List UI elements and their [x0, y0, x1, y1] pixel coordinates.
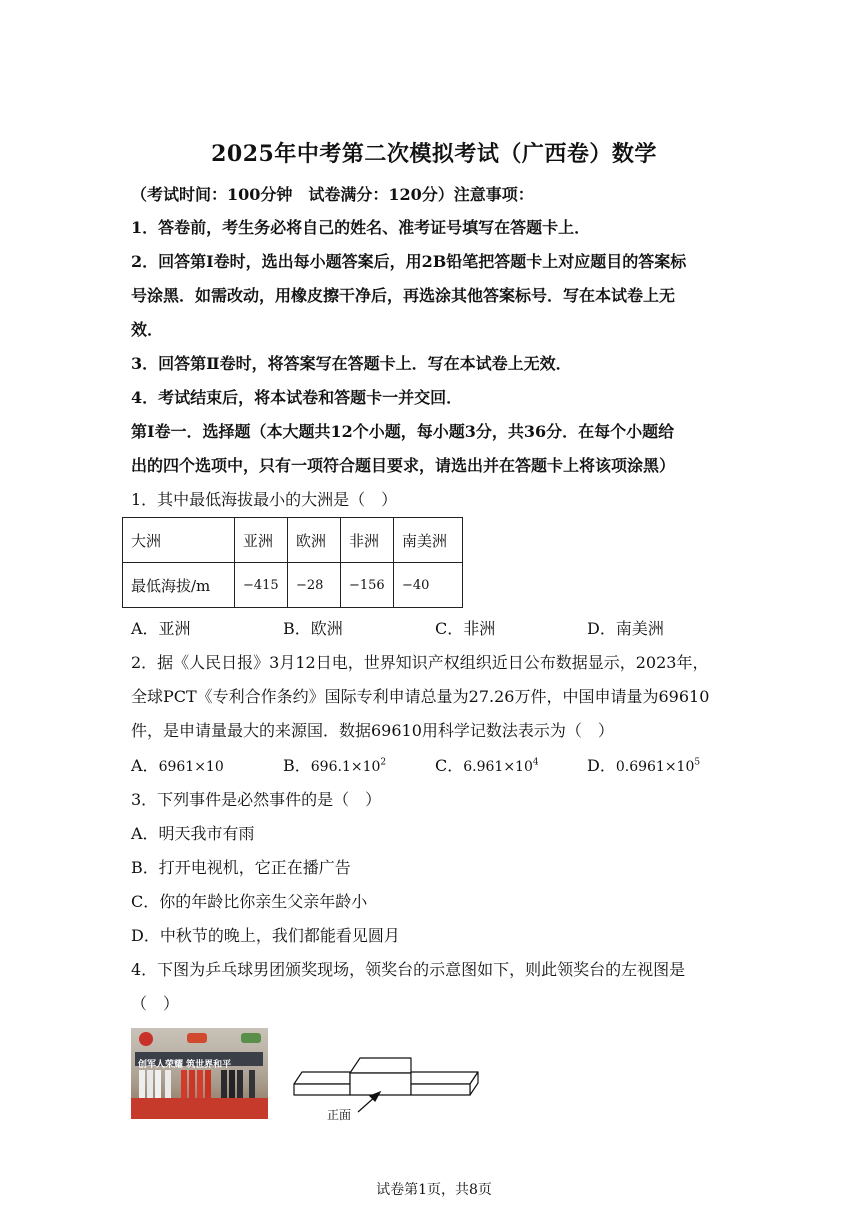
note-2-line-3: 效．: [131, 320, 164, 339]
q3-option-a: A．明天我市有雨: [131, 824, 255, 843]
athlete-figure: [139, 1070, 145, 1100]
exam-info: （考试时间：100分钟 试卷满分：120分）注意事项：: [131, 185, 534, 204]
athlete-figure: [165, 1070, 171, 1100]
option-value: 6961×10: [158, 759, 224, 775]
table-cell: −28: [288, 563, 341, 608]
table-row: [123, 563, 463, 608]
emblem-icon: [139, 1032, 153, 1046]
table-cell: 欧洲: [288, 518, 341, 563]
table-cell: −40: [394, 563, 463, 608]
option-label: A．: [131, 756, 159, 775]
athlete-figure: [205, 1070, 211, 1100]
left-step-front: [294, 1084, 350, 1095]
q2-stem-line-3: 件，是申请量最大的来源国．数据69610用科学记数法表示为（ ）: [131, 721, 614, 740]
q2-option-d: [587, 753, 700, 776]
table-row: [123, 518, 463, 563]
note-2-line-1: 2．回答第Ⅰ卷时，选出每小题答案后，用2B铅笔把答题卡上对应题目的答案标: [131, 252, 687, 271]
table-cell: 最低海拔/m: [123, 563, 235, 608]
q3-option-d: D．中秋节的晚上，我们都能看见圆月: [131, 926, 400, 945]
q1-table: [122, 517, 463, 608]
table-cell: −415: [235, 563, 288, 608]
table-cell: −156: [341, 563, 394, 608]
option-label: B．: [283, 756, 311, 775]
section-heading-line-2: 出的四个选项中，只有一项符合题目要求，请选出并在答题卡上将该项涂黑）: [131, 456, 676, 475]
option-value: 696.1×10: [310, 759, 381, 775]
athlete-figure: [189, 1070, 195, 1100]
photo-banner-text: 创军人荣耀 筑世界和平: [138, 1060, 232, 1070]
note-3: 3．回答第Ⅱ卷时，将答案写在答题卡上．写在本试卷上无效．: [131, 354, 572, 373]
option-value: 0.6961×10: [615, 759, 695, 775]
option-label: C．: [435, 756, 464, 775]
q2-option-a: [131, 753, 224, 776]
photo-banner: [135, 1052, 263, 1070]
q3-stem: 3．下列事件是必然事件的是（ ）: [131, 790, 382, 809]
award-ceremony-photo: [131, 1028, 268, 1119]
q1-option-c: C．非洲: [435, 619, 496, 638]
note-2-line-2: 号涂黑．如需改动，用橡皮擦干净后，再选涂其他答案标号．写在本试卷上无: [131, 286, 676, 305]
table-cell: 亚洲: [235, 518, 288, 563]
front-label: 正面: [327, 1108, 352, 1122]
option-exponent: 2: [380, 757, 387, 768]
athlete-figure: [197, 1070, 203, 1100]
athlete-figure: [181, 1070, 187, 1100]
q1-option-d: D．南美洲: [587, 619, 664, 638]
q2-stem-line-1: 2．据《人民日报》3月12日电，世界知识产权组织近日公布数据显示，2023年，: [131, 653, 709, 672]
right-step-top: [411, 1072, 478, 1084]
option-exponent: 4: [532, 757, 539, 768]
q4-stem-line-2: （ ）: [131, 994, 180, 1013]
podium-floor: [131, 1098, 268, 1119]
sponsor-logo-icon: [241, 1033, 261, 1043]
table-cell: 非洲: [341, 518, 394, 563]
q4-stem-line-1: 4．下图为乒乓球男团颁奖现场，领奖台的示意图如下，则此领奖台的左视图是: [131, 960, 686, 979]
table-cell: 南美洲: [394, 518, 463, 563]
q2-option-c: [435, 753, 539, 776]
athlete-figure: [221, 1070, 227, 1100]
page-footer: 试卷第1页，共8页: [376, 1182, 492, 1198]
q3-option-b: B．打开电视机，它正在播广告: [131, 858, 351, 877]
right-step-front: [411, 1084, 470, 1095]
option-label: D．: [587, 756, 616, 775]
center-step-top: [350, 1058, 411, 1073]
athlete-figure: [249, 1070, 255, 1100]
q2-option-b: [283, 753, 386, 776]
q1-option-a: A．亚洲: [131, 619, 191, 638]
note-1: 1．答卷前，考生务必将自己的姓名、准考证号填写在答题卡上．: [131, 218, 591, 237]
athlete-figure: [229, 1070, 235, 1100]
section-heading-line-1: 第Ⅰ卷一．选择题（本大题共12个小题，每小题3分，共36分．在每个小题给: [131, 422, 675, 441]
option-value: 6.961×10: [463, 759, 533, 775]
athlete-figure: [237, 1070, 243, 1100]
q3-option-c: C．你的年龄比你亲生父亲年龄小: [131, 892, 368, 911]
athlete-figure: [147, 1070, 153, 1100]
note-4: 4．考试结束后，将本试卷和答题卡一并交回．: [131, 388, 463, 407]
q1-stem: 1．其中最低海拔最小的大洲是（ ）: [131, 490, 398, 509]
left-step-top: [294, 1072, 350, 1084]
q2-stem-line-2: 全球PCT《专利合作条约》国际专利申请总量为27.26万件，中国申请量为69610: [131, 687, 710, 706]
option-exponent: 5: [694, 757, 701, 768]
athlete-figure: [155, 1070, 161, 1100]
podium-diagram: [290, 1050, 490, 1128]
logo-icon: [187, 1033, 207, 1043]
table-cell: 大洲: [123, 518, 235, 563]
page-title: 2025年中考第二次模拟考试（广西卷）数学: [211, 141, 657, 167]
q1-option-b: B．欧洲: [283, 619, 343, 638]
